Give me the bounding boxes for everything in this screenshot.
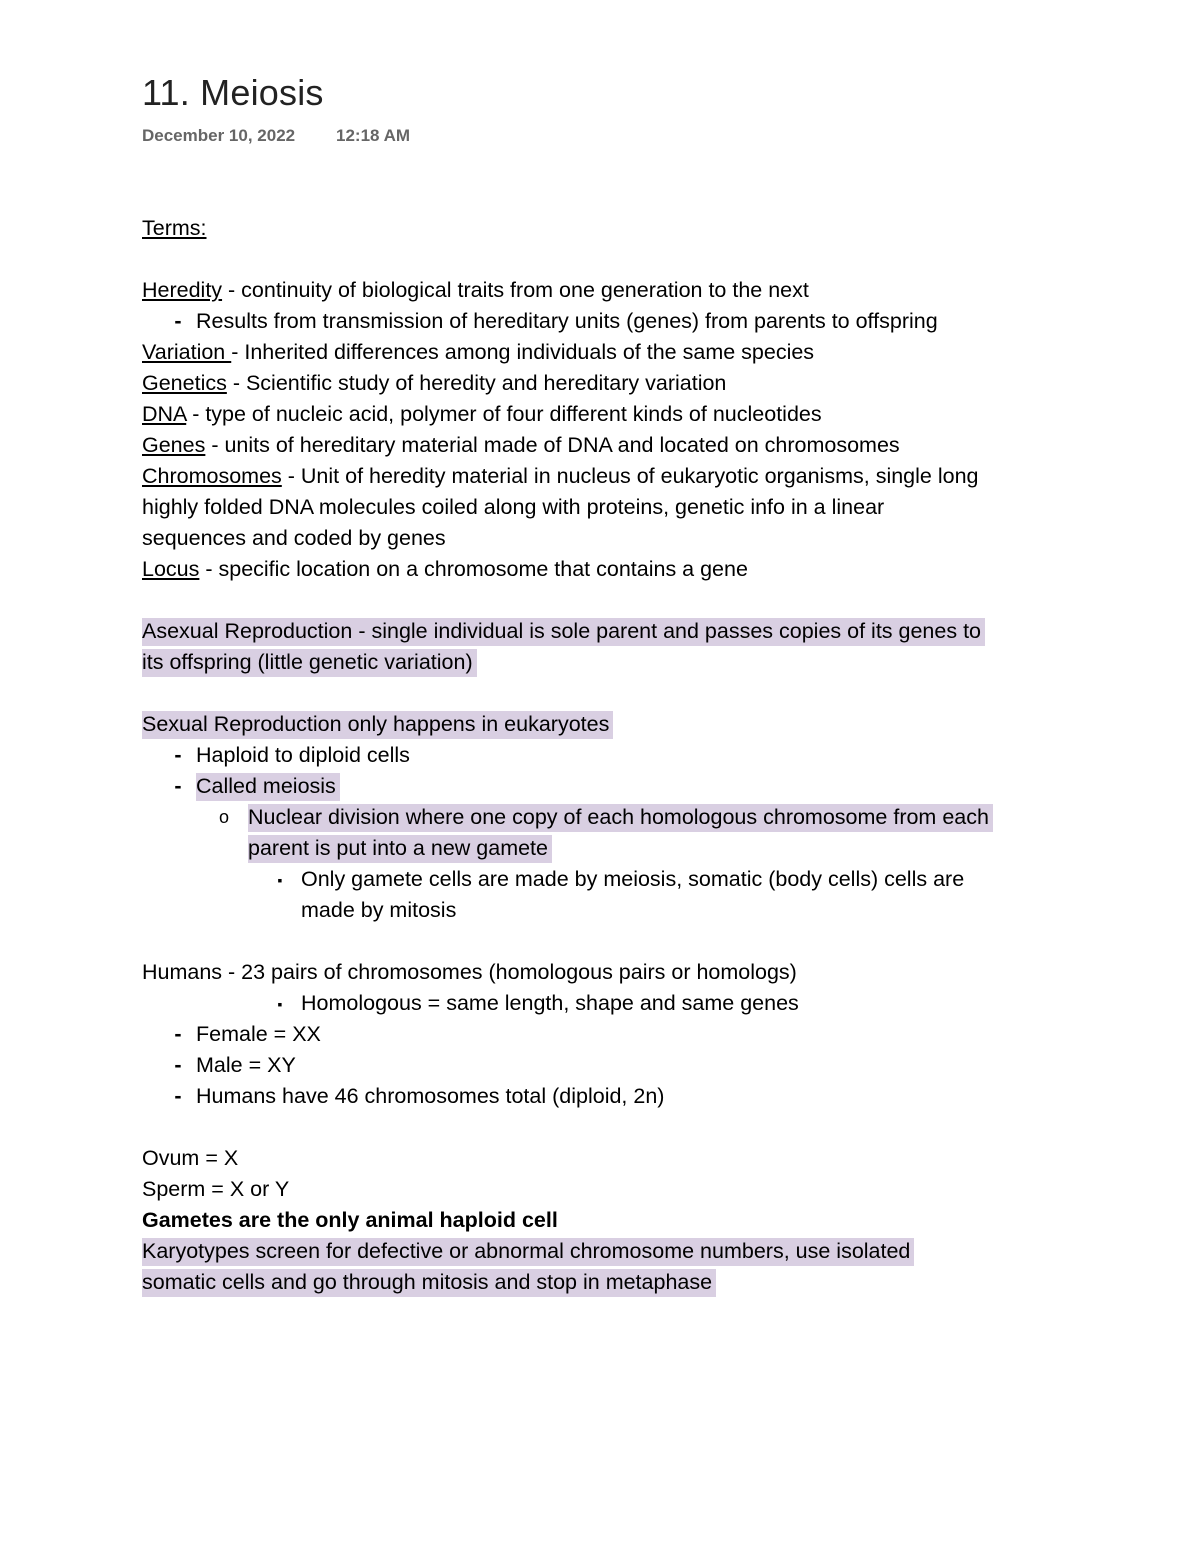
list-item-text: Male = XY: [196, 1053, 296, 1077]
square-bullet: ▪: [277, 996, 283, 1012]
list-item-text: Nuclear division where one copy of each homologous chromosome from each: [248, 804, 993, 832]
square-bullet: ▪: [277, 872, 283, 888]
note-body: [142, 213, 1072, 1298]
list-item-text: Only gamete cells are made by meiosis, somatic (body cells) cells are: [301, 867, 965, 891]
list-item: [142, 306, 1072, 337]
term-label: DNA: [142, 402, 187, 426]
term-definition: - units of hereditary material made of DNA and located on chromosomes: [205, 433, 900, 457]
karyotypes-line: Karyotypes screen for defective or abnormal chromosome numbers, use isolated: [142, 1238, 914, 1266]
term-chromosomes: [142, 461, 1072, 492]
list-item: [142, 988, 1072, 1019]
list-item-text: Homologous = same length, shape and same genes: [301, 991, 799, 1015]
term-continuation: sequences and coded by genes: [142, 526, 446, 550]
term-definition: - type of nucleic acid, polymer of four different kinds of nucleotides: [186, 402, 822, 426]
term-genes: [142, 430, 1072, 461]
list-item-text: Haploid to diploid cells: [196, 743, 410, 767]
term-definition: - Scientific study of heredity and hereditary variation: [226, 371, 727, 395]
term-definition: - specific location on a chromosome that contains a gene: [199, 557, 748, 581]
term-label: Chromosomes: [142, 464, 282, 488]
dash-bullet: -: [174, 774, 182, 798]
term-label: Locus: [142, 557, 200, 581]
list-item-text-cont: made by mitosis: [301, 898, 457, 922]
list-item: [142, 1050, 1072, 1081]
sperm-line: Sperm = X or Y: [142, 1177, 290, 1201]
dash-bullet: -: [174, 1022, 182, 1046]
term-definition: - Unit of heredity material in nucleus of eukaryotic organisms, single long: [281, 464, 979, 488]
list-item-text-cont: parent is put into a new gamete: [248, 835, 552, 863]
term-genetics: [142, 368, 1072, 399]
karyotypes-line-cont: somatic cells and go through mitosis and stop in metaphase: [142, 1269, 716, 1297]
term-heredity: [142, 275, 1072, 306]
dash-bullet: -: [174, 1084, 182, 1108]
term-label: Genes: [142, 433, 206, 457]
term-dna: [142, 399, 1072, 430]
term-definition: - continuity of biological traits from one generation to the next: [222, 278, 809, 302]
page-title: 11. Meiosis: [142, 72, 324, 113]
note-date: December 10, 2022: [142, 126, 296, 145]
dash-bullet: -: [174, 309, 182, 333]
circle-bullet: o: [218, 807, 229, 827]
list-item-text: Humans have 46 chromosomes total (diploid, 2n): [196, 1084, 665, 1108]
term-variation: [142, 337, 1072, 368]
dash-bullet: -: [174, 1053, 182, 1077]
term-label: Variation: [142, 340, 232, 364]
term-locus: [142, 554, 1072, 585]
list-item: [142, 740, 1072, 771]
list-item: [142, 802, 1072, 833]
list-item-text: Called meiosis: [196, 773, 340, 801]
note-timestamp: [142, 126, 411, 146]
list-item: [142, 1081, 1072, 1112]
term-continuation: highly folded DNA molecules coiled along with proteins, genetic info in a linear: [142, 495, 885, 519]
list-item-text: Female = XX: [196, 1022, 321, 1046]
sexual-reproduction-heading: Sexual Reproduction only happens in eukaryotes: [142, 711, 613, 739]
asexual-reproduction: Asexual Reproduction - single individual is sole parent and passes copies of its genes to: [142, 618, 985, 646]
asexual-reproduction-cont: its offspring (little genetic variation): [142, 649, 477, 677]
list-item: [142, 771, 1072, 802]
humans-heading: Humans - 23 pairs of chromosomes (homologous pairs or homologs): [142, 960, 797, 984]
term-label: Heredity: [142, 278, 223, 302]
term-definition: - Inherited differences among individuals of the same species: [231, 340, 815, 364]
dash-bullet: -: [174, 743, 182, 767]
list-item: [142, 864, 1072, 895]
note-time: 12:18 AM: [336, 126, 411, 145]
terms-heading: Terms:: [142, 216, 207, 240]
gametes-line: Gametes are the only animal haploid cell: [142, 1208, 558, 1232]
list-item: [142, 1019, 1072, 1050]
ovum-line: Ovum = X: [142, 1146, 239, 1170]
list-item-text: Results from transmission of hereditary units (genes) from parents to offspring: [196, 309, 938, 333]
term-label: Genetics: [142, 371, 227, 395]
